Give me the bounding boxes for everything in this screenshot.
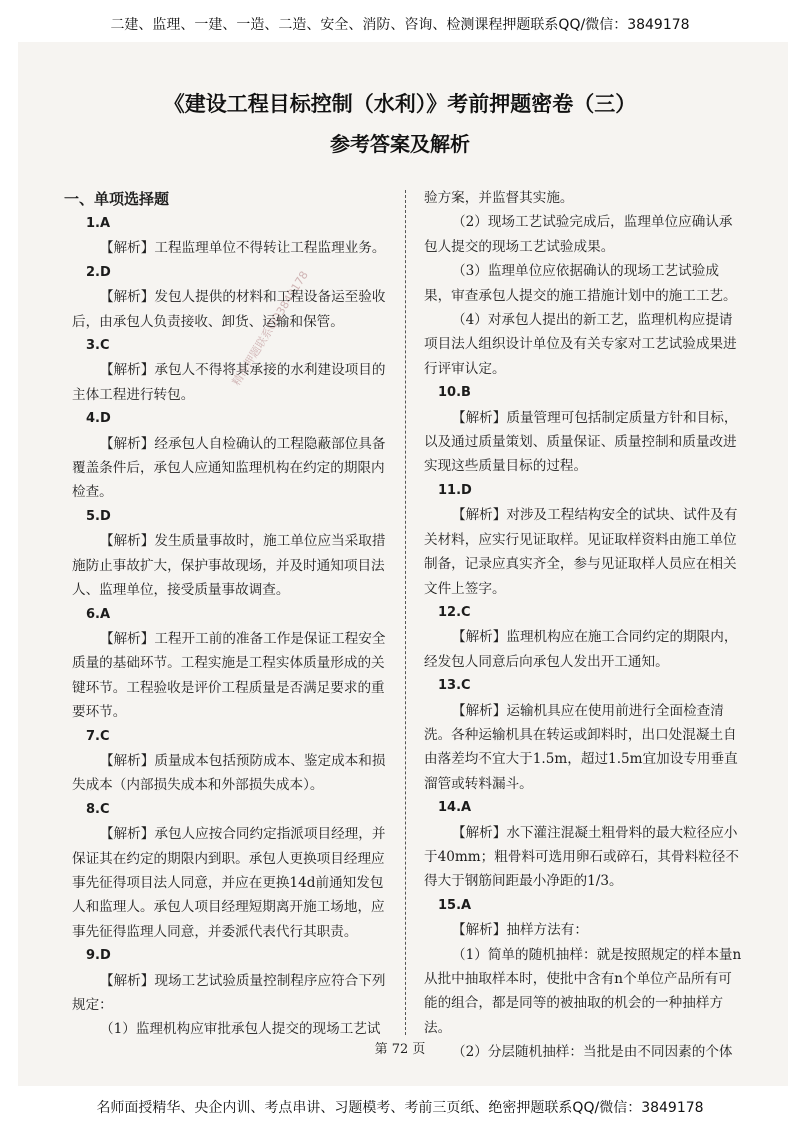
right-column bbox=[424, 186, 744, 1065]
answer-number: 12.C bbox=[438, 604, 471, 620]
column-divider bbox=[405, 190, 406, 1035]
answer-number: 5.D bbox=[86, 508, 111, 524]
answer-number: 13.C bbox=[438, 678, 471, 694]
answer-number: 3.C bbox=[86, 338, 110, 354]
answer-number: 15.A bbox=[438, 897, 472, 913]
answer-number: 9.D bbox=[86, 948, 111, 964]
answer-explanation: 【解析】质量成本包括预防成本、鉴定成本和损失成本（内部损失成本和外部损失成本）。 bbox=[72, 752, 386, 794]
answer-number: 8.C bbox=[86, 801, 110, 817]
answer-number: 4.D bbox=[86, 411, 111, 427]
document-subtitle: 参考答案及解析 bbox=[330, 132, 470, 156]
answer-explanation: 【解析】水下灌注混凝土粗骨料的最大粒径应小于40mm；粗骨料可选用卵石或碎石，其骨料粒径不得大于钢筋间距最小净距的1/3。 bbox=[424, 824, 739, 890]
left-column bbox=[64, 186, 392, 1042]
answer-explanation: 【解析】承包人应按合同约定指派项目经理，并保证其在约定的期限内到职。承包人更换项目经理应事先征得项目法人同意，并应在更换14d前通知发包人和监理人。承包人项目经理短期离开施工场地，应事先征得监理人同意，并委派代表代行其职责。 bbox=[72, 826, 386, 940]
section-heading: 一、单项选择题 bbox=[64, 190, 170, 208]
answer-explanation: 【解析】工程监理单位不得转让工程监理业务。 bbox=[100, 240, 386, 257]
answer-explanation: 【解析】发包人提供的材料和工程设备运至验收后，由承包人负责接收、卸货、运输和保管。 bbox=[72, 289, 386, 330]
answer-explanation: 【解析】经承包人自检确认的工程隐蔽部位具备覆盖条件后，承包人应通知监理机构在约定的期限内检查。 bbox=[72, 435, 386, 501]
answer-number: 6.A bbox=[86, 606, 111, 622]
answer-detail-item: （2）现场工艺试验完成后，监理单位应确认承包人提交的现场工艺试验成果。 bbox=[424, 214, 733, 255]
document-title: 《建设工程目标控制（水利）》考前押题密卷（三） bbox=[163, 92, 637, 116]
top-banner-text: 二建、监理、一建、一造、二造、安全、消防、咨询、检测课程押题联系QQ/微信：3849178 bbox=[110, 17, 690, 33]
answer-detail-item: （2）分层随机抽样：当批是由不同因素的个体 bbox=[452, 1044, 733, 1061]
answer-explanation: 【解析】发生质量事故时，施工单位应当采取措施防止事故扩大，保护事故现场，并及时通知项目法人、监理单位，接受质量事故调查。 bbox=[72, 533, 386, 599]
answer-detail-item: 验方案，并监督其实施。 bbox=[424, 190, 574, 206]
answer-detail-item: （1）简单的随机抽样：就是按照规定的样本量n从批中抽取样本时，使批中含有n个单位产品所有可能的组合，都是同等的被抽取的机会的一种抽样方法。 bbox=[424, 946, 742, 1036]
answer-detail-item: （3）监理单位应依据确认的现场工艺试验成果，审查承包人提交的施工措施计划中的施工工艺。 bbox=[424, 263, 737, 304]
answer-explanation: 【解析】抽样方法有： bbox=[452, 922, 588, 939]
answer-explanation: 【解析】现场工艺试验质量控制程序应符合下列规定： bbox=[72, 972, 386, 1013]
answer-detail-item: （1）监理机构应审批承包人提交的现场工艺试 bbox=[100, 1021, 381, 1038]
answer-number: 11.D bbox=[438, 482, 472, 498]
answer-number: 10.B bbox=[438, 385, 471, 401]
answer-explanation: 【解析】质量管理可包括制定质量方针和目标，以及通过质量策划、质量保证、质量控制和质量改进实现这些质量目标的过程。 bbox=[424, 409, 738, 475]
answer-explanation: 【解析】对涉及工程结构安全的试块、试件及有关材料，应实行见证取样。见证取样资料由施工单位制备，记录应真实齐全，参与见证取样人员应在相关文件上签字。 bbox=[424, 507, 738, 597]
answer-explanation: 【解析】监理机构应在施工合同约定的期限内，经发包人同意后向承包人发出开工通知。 bbox=[424, 629, 738, 670]
bottom-banner-text: 名师面授精华、央企内训、考点串讲、习题模考、考前三页纸、绝密押题联系QQ/微信：3849178 bbox=[96, 1100, 704, 1116]
watermark-stamp: 精准押题联系QQ3849178 bbox=[229, 268, 311, 388]
answer-explanation: 【解析】承包人不得将其承接的水利建设项目的主体工程进行转包。 bbox=[72, 362, 386, 403]
answer-number: 7.C bbox=[86, 728, 110, 744]
answer-number: 14.A bbox=[438, 800, 472, 816]
answer-detail-item: （4）对承包人提出的新工艺，监理机构应提请项目法人组织设计单位及有关专家对工艺试验成果进行评审认定。 bbox=[424, 312, 737, 377]
answer-number: 1.A bbox=[86, 216, 111, 231]
answer-explanation: 【解析】工程开工前的准备工作是保证工程安全质量的基础环节。工程实施是工程实体质量形成的关键环节。工程验收是评价工程质量是否满足要求的重要环节。 bbox=[72, 630, 386, 721]
answer-number: 2.D bbox=[86, 264, 111, 280]
answer-explanation: 【解析】运输机具应在使用前进行全面检查清洗。各种运输机具在转运或卸料时，出口处混凝土自由落差均不宜大于1.5m，超过1.5m宜加设专用垂直溜管或转料漏斗。 bbox=[424, 702, 738, 792]
page-number: 第 72 页 bbox=[374, 1042, 426, 1057]
